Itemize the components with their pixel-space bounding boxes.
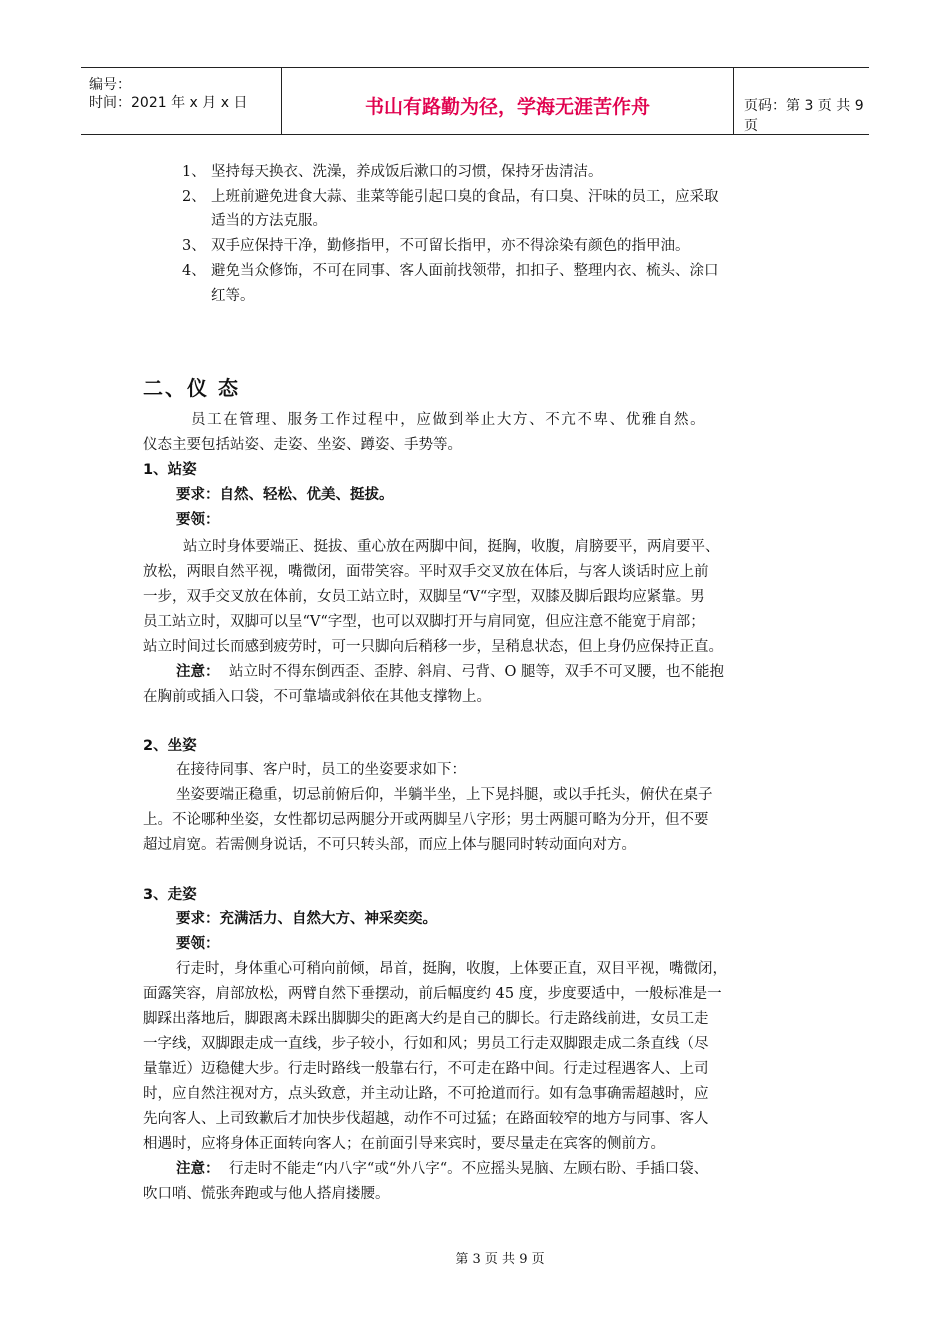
list-item-3-text: 双手应保持干净，勤修指甲，不可留长指甲，亦不得涂染有颜色的指甲油。 bbox=[211, 238, 690, 254]
section-title: 二、仪 态 bbox=[143, 376, 240, 400]
walking-note-line-1: 行走时不能走“内八字“或“外八字“。不应摇头晃脑、左顾右盼、手插口袋、 bbox=[229, 1161, 709, 1177]
section-intro-line-1: 员工在管理、服务工作过程中，应做到举止大方、不亢不卑、优雅自然。 bbox=[191, 412, 707, 428]
time-label: 时间：2021 年 x 月 x 日 bbox=[89, 95, 248, 111]
list-item-1-num: 1、 bbox=[182, 164, 206, 180]
walking-note-line-2: 吹口哨、慌张奔跑或与他人搭肩搂腰。 bbox=[143, 1186, 390, 1202]
page-footer: 第 3 页 共 9 页 bbox=[455, 1252, 545, 1267]
walking-body-line-1: 行走时，身体重心可稍向前倾，昂首，挺胸，收腹，上体要正直，双目平视，嘴微闭， bbox=[176, 961, 727, 977]
walking-note-label: 注意： bbox=[176, 1161, 220, 1177]
standing-body-line-2: 放松，两眼自然平视，嘴微闭，面带笑容。平时双手交叉放在体后，与客人谈话时应上前 bbox=[143, 564, 709, 580]
sitting-intro: 在接待同事、客户时，员工的坐姿要求如下： bbox=[176, 762, 466, 778]
list-item-2-text-cont: 适当的方法克服。 bbox=[211, 213, 327, 229]
sitting-body-line-1: 坐姿要端正稳重，切忌前俯后仰，半躺半坐，上下晃抖腿，或以手托头，俯伏在桌子 bbox=[176, 787, 713, 803]
list-item-2-num: 2、 bbox=[182, 189, 206, 205]
sitting-body-line-3: 超过肩宽。若需侧身说话，不可只转头部，而应上体与腿同时转动面向对方。 bbox=[143, 837, 636, 853]
header-meta-cell bbox=[81, 68, 282, 134]
list-item-3-num: 3、 bbox=[182, 238, 206, 254]
standing-heading: 1、站姿 bbox=[143, 462, 197, 478]
motto: 书山有路勤为径，学海无涯苦作舟 bbox=[364, 96, 650, 118]
standing-body-line-4: 员工站立时，双脚可以呈“V“字型，也可以双脚打开与肩同宽，但应注意不能宽于肩部； bbox=[143, 614, 705, 630]
list-item-4-num: 4、 bbox=[182, 263, 206, 279]
standing-body-line-5: 站立时间过长而感到疲劳时，可一只脚向后稍移一步，呈稍息状态，但上身仍应保持正直。 bbox=[143, 639, 723, 655]
list-item-4-text: 避免当众修饰，不可在同事、客人面前找领带，扣扣子、整理内衣、梳头、涂口 bbox=[211, 263, 719, 279]
standing-note-label: 注意： bbox=[176, 664, 220, 680]
sitting-body-line-2: 上。不论哪种坐姿，女性都切忌两腿分开或两脚呈八字形；男士两腿可略为分开，但不要 bbox=[143, 812, 709, 828]
walking-body-line-6: 时，应自然注视对方，点头致意，并主动让路，不可抢道而行。如有急事确需超越时，应 bbox=[143, 1086, 709, 1102]
list-item-1-text: 坚持每天换衣、洗澡，养成饭后漱口的习惯，保持牙齿清洁。 bbox=[211, 164, 603, 180]
page-header bbox=[81, 67, 869, 135]
standing-note-line-2: 在胸前或插入口袋，不可靠墙或斜依在其他支撑物上。 bbox=[143, 689, 491, 705]
standing-essentials-label: 要领： bbox=[176, 512, 220, 528]
list-item-2-text: 上班前避免进食大蒜、韭菜等能引起口臭的食品，有口臭、汗味的员工，应采取 bbox=[211, 189, 719, 205]
standing-requirement: 要求：自然、轻松、优美、挺拔。 bbox=[176, 487, 394, 503]
standing-body-line-3: 一步，双手交叉放在体前，女员工站立时，双脚呈“V“字型，双膝及脚后跟均应紧靠。男 bbox=[143, 589, 705, 605]
walking-body-line-2: 面露笑容，肩部放松，两臂自然下垂摆动，前后幅度约 45 度，步度要适中，一般标准是一 bbox=[143, 986, 722, 1002]
walking-body-line-5: 量靠近）迈稳健大步。行走时路线一般靠右行，不可走在路中间。行走过程遇客人、上司 bbox=[143, 1061, 709, 1077]
walking-body-line-7: 先向客人、上司致歉后才加快步伐超越，动作不可过猛；在路面较窄的地方与同事、客人 bbox=[143, 1111, 709, 1127]
walking-body-line-8: 相遇时，应将身体正面转向客人；在前面引导来宾时，要尽量走在宾客的侧前方。 bbox=[143, 1136, 665, 1152]
walking-body-line-3: 脚踩出落地后，脚跟离未踩出脚脚尖的距离大约是自己的脚长。行走路线前进，女员工走 bbox=[143, 1011, 709, 1027]
list-item-4-text-cont: 红等。 bbox=[211, 288, 255, 304]
walking-heading: 3、走姿 bbox=[143, 887, 197, 903]
page-info: 页码：第 3 页 共 9 页 bbox=[744, 98, 864, 134]
walking-requirement: 要求：充满活力、自然大方、神采奕奕。 bbox=[176, 911, 437, 927]
standing-body-line-1: 站立时身体要端正、挺拔、重心放在两脚中间，挺胸，收腹，肩膀要平，两肩要平、 bbox=[183, 539, 720, 555]
number-label: 编号： bbox=[89, 77, 131, 93]
walking-essentials-label: 要领： bbox=[176, 936, 220, 952]
section-intro-line-2: 仪态主要包括站姿、走姿、坐姿、蹲姿、手势等。 bbox=[143, 437, 462, 453]
header-motto-cell bbox=[282, 68, 734, 134]
standing-note-line-1: 站立时不得东倒西歪、歪脖、斜肩、弓背、O 腿等，双手不可叉腰，也不能抱 bbox=[229, 664, 724, 680]
sitting-heading: 2、坐姿 bbox=[143, 738, 197, 754]
header-page-cell bbox=[734, 68, 869, 134]
walking-body-line-4: 一字线，双脚跟走成一直线，步子较小，行如和风；男员工行走双脚跟走成二条直线（尽 bbox=[143, 1036, 709, 1052]
